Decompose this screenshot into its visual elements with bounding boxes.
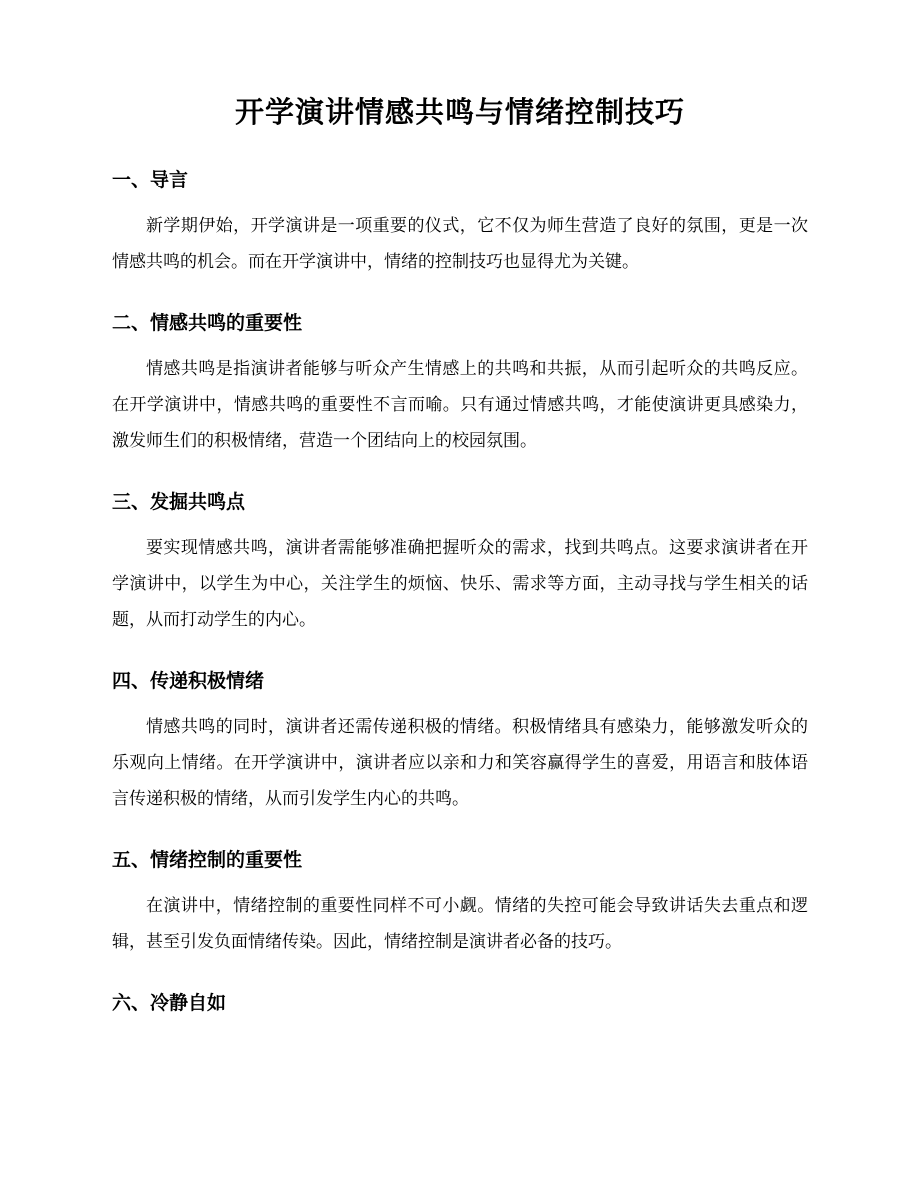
section-find-resonance-points: [112, 489, 808, 638]
section-heading: 五、情绪控制的重要性: [112, 850, 303, 872]
section-intro: [112, 167, 808, 280]
section-heading: 四、传递积极情绪: [112, 671, 265, 693]
section-heading: 二、情感共鸣的重要性: [112, 313, 303, 335]
section-paragraph: 要实现情感共鸣，演讲者需能够准确把握听众的需求，找到共鸣点。这要求演讲者在开学演讲中，以学生为中心，关注学生的烦恼、快乐、需求等方面，主动寻找与学生相关的话题，从而打动学生的内心。: [112, 538, 808, 630]
section-convey-positive-emotion: [112, 668, 808, 817]
section-paragraph: 情感共鸣是指演讲者能够与听众产生情感上的共鸣和共振，从而引起听众的共鸣反应。在开学演讲中，情感共鸣的重要性不言而喻。只有通过情感共鸣，才能使演讲更具感染力，激发师生们的积极情绪，营造一个团结向上的校园氛围。: [112, 359, 808, 451]
section-emotion-control-importance: [112, 847, 808, 960]
section-paragraph: 新学期伊始，开学演讲是一项重要的仪式，它不仅为师生营造了良好的氛围，更是一次情感共鸣的机会。而在开学演讲中，情绪的控制技巧也显得尤为关键。: [112, 216, 808, 272]
section-stay-calm: [112, 990, 808, 1017]
section-heading: 三、发掘共鸣点: [112, 492, 246, 514]
section-emotional-resonance-importance: [112, 310, 808, 459]
section-heading: 六、冷静自如: [112, 993, 227, 1015]
document-title: 开学演讲情感共鸣与情绪控制技巧: [234, 97, 685, 129]
section-paragraph: 在演讲中，情绪控制的重要性同样不可小觑。情绪的失控可能会导致讲话失去重点和逻辑，甚至引发负面情绪传染。因此，情绪控制是演讲者必备的技巧。: [112, 896, 808, 952]
section-paragraph: 情感共鸣的同时，演讲者还需传递积极的情绪。积极情绪具有感染力，能够激发听众的乐观向上情绪。在开学演讲中，演讲者应以亲和力和笑容赢得学生的喜爱，用语言和肢体语言传递积极的情绪，从而引发学生内心的共鸣。: [112, 717, 808, 809]
section-heading: 一、导言: [112, 170, 189, 192]
